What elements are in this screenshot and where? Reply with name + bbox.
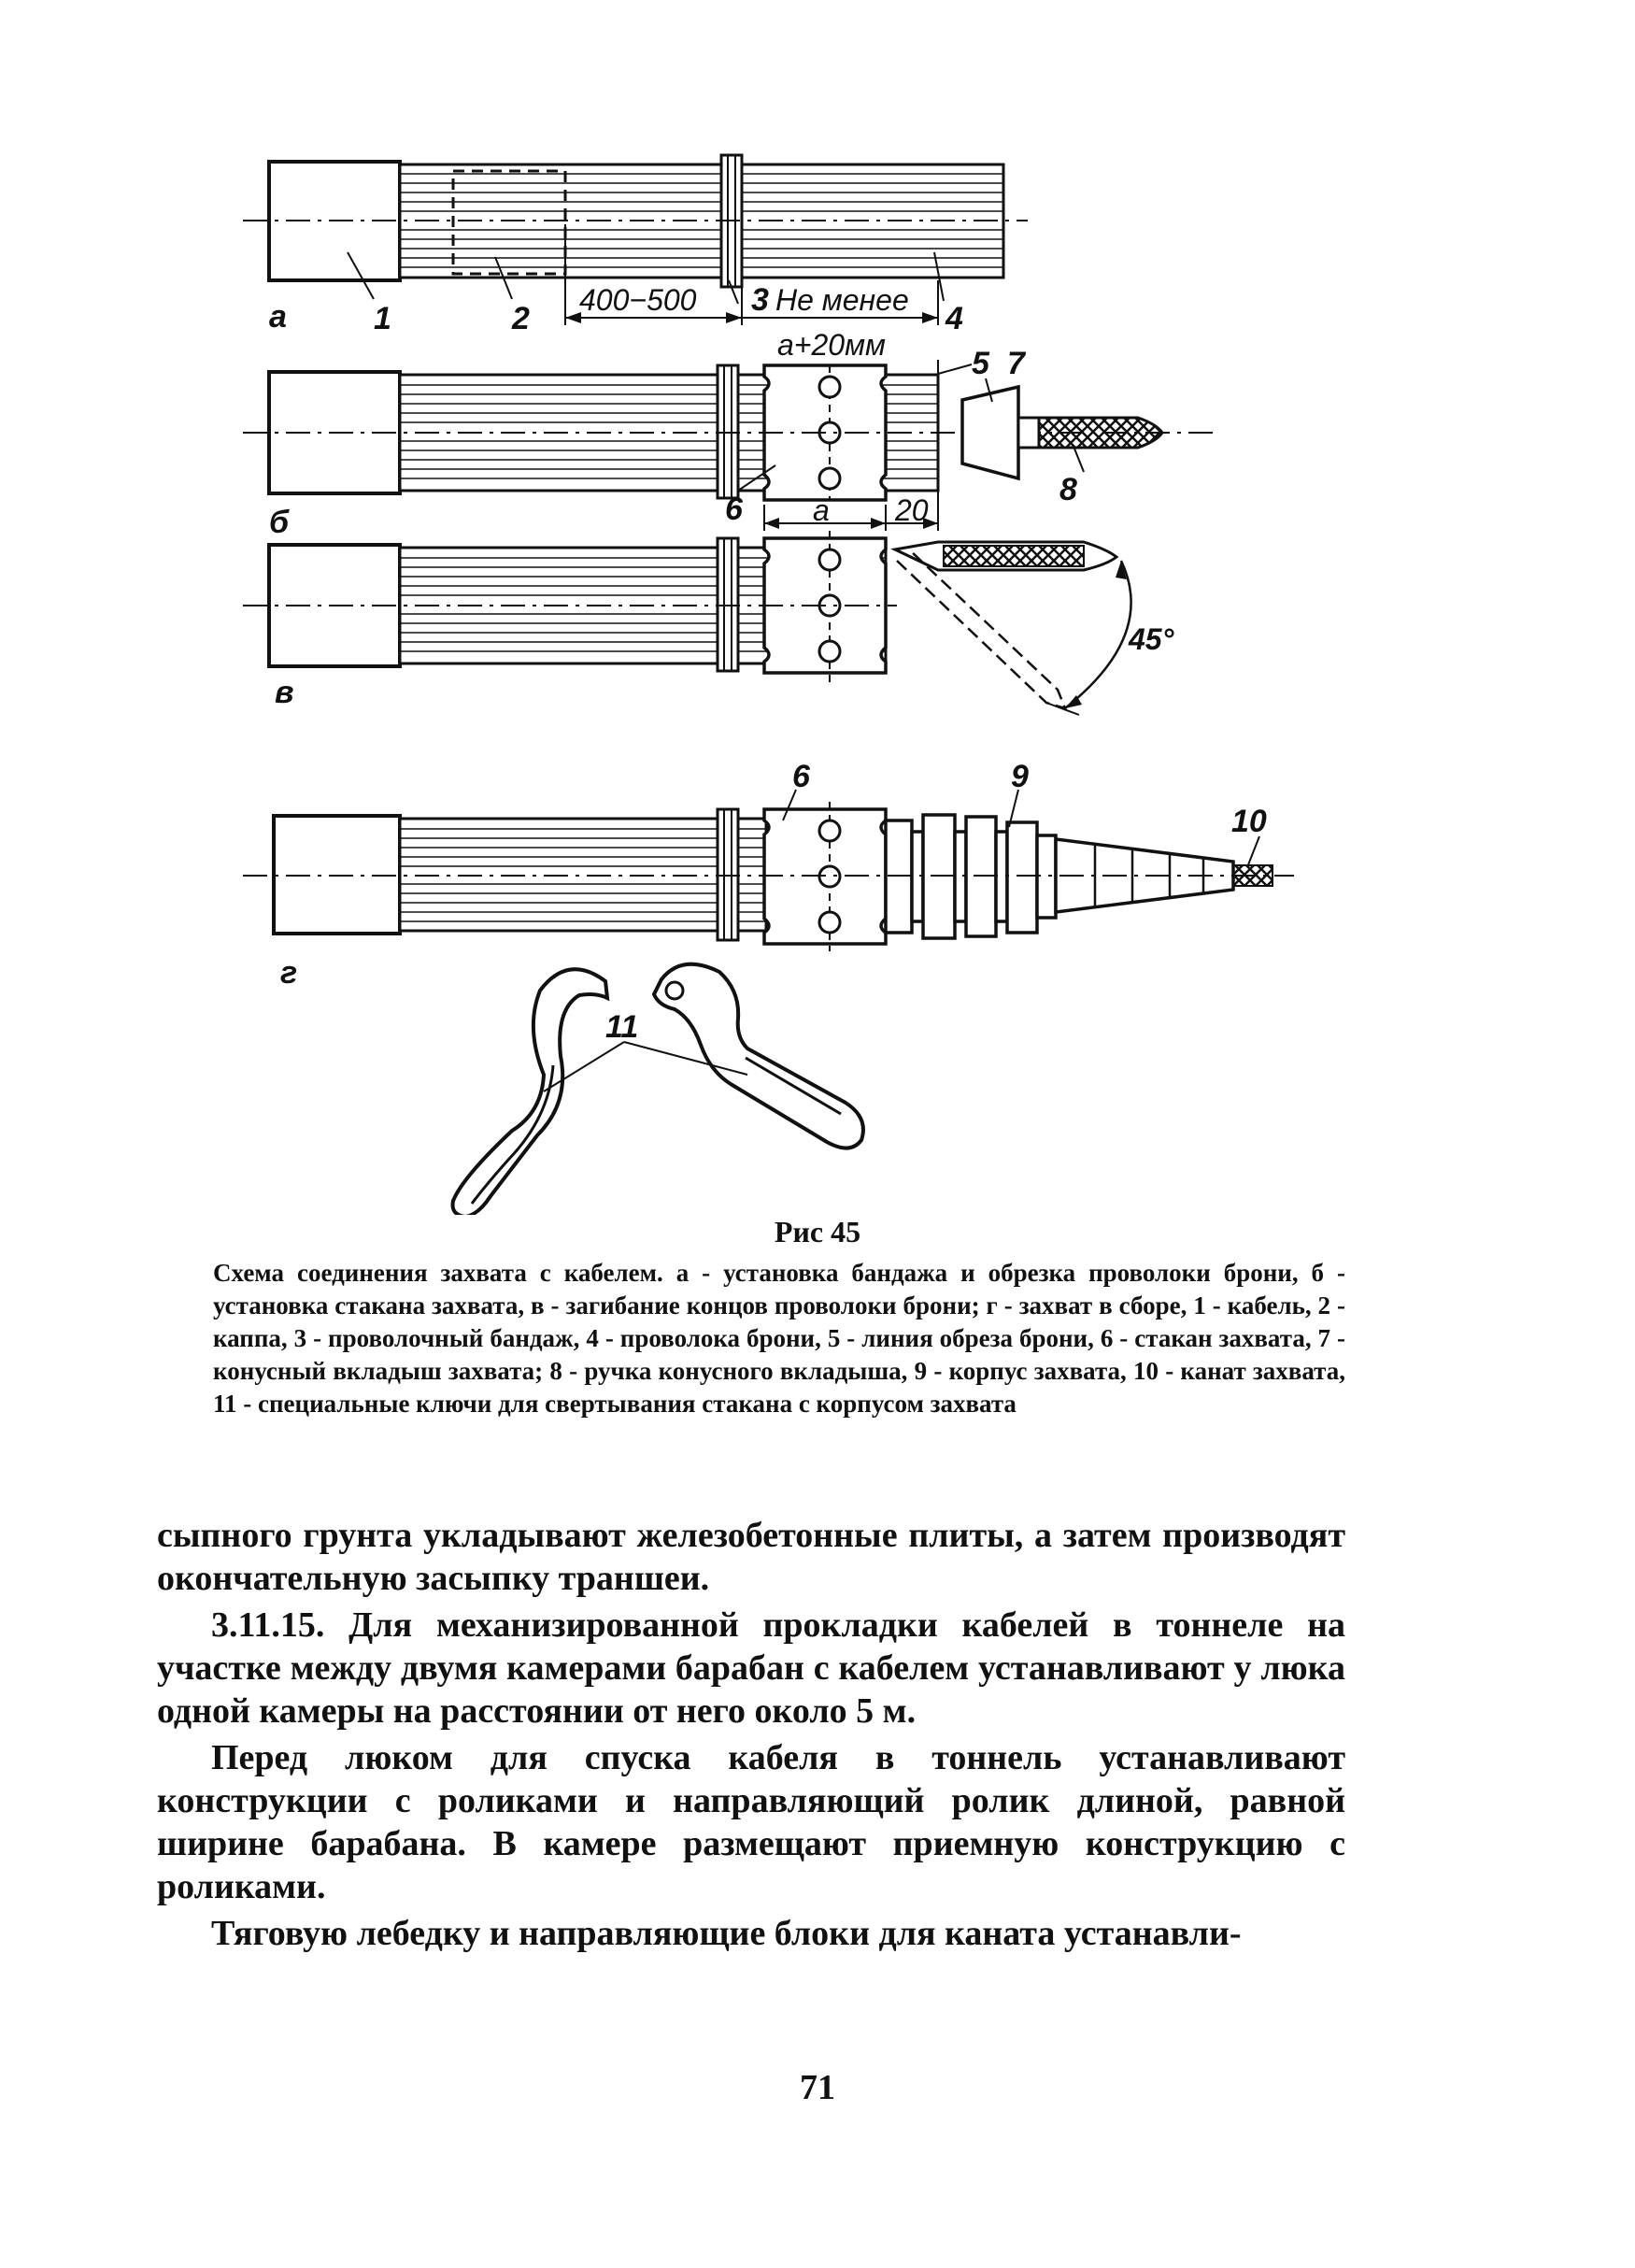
part-number-3: 3	[751, 282, 769, 318]
paragraph: Тяговую лебедку и направляющие блоки для каната устанавли-	[211, 1914, 1242, 1953]
row-label-a: а	[269, 299, 287, 335]
paragraph: 3.11.15. Для механизированной прокладки кабелей в тоннеле на участке между двумя камерами барабан с кабелем устанавливают у люка одной камеры на расстоянии от него около 5 м.	[157, 1605, 1345, 1731]
paragraph: Перед люком для спуска кабеля в тоннель устанавливают конструкции с роликами и направляющий ролик длиной, равной ширине барабана. В камере размещают приемную конструкцию с роликами.	[157, 1738, 1345, 1906]
figure-caption: Схема соединения захвата с кабелем. а - установка бандажа и обрезка проволоки брони, б - установка стакана захвата, в - загибание концов проволоки брони; г - захват в сборе, 1 - кабель, 2 - каппа, 3 - проволочный бандаж, 4 - проволока брони, 5 - линия обреза брони, 6 - стакан захвата, 7 - конусный вкладыш захвата; 8 - ручка конусного вкладыша, 9 - корпус захвата, 10 - канат захвата, 11 - специальные ключи для свертывания стакана с корпусом захвата	[213, 1259, 1345, 1418]
angle-45: 45°	[1129, 622, 1174, 656]
part-number-10: 10	[1231, 804, 1267, 839]
row-label-g: г	[280, 955, 298, 991]
diagram-v	[243, 531, 1174, 715]
part-number-11: 11	[605, 1009, 639, 1045]
paragraph: сыпного грунта укладывают железобетонные плиты, а затем производят окончательную засыпку траншеи.	[157, 1516, 1345, 1598]
dimension-not-less: Не менее	[775, 283, 909, 317]
body-text	[157, 1514, 1345, 1959]
diagram-b	[243, 346, 1215, 540]
row-label-b: б	[269, 505, 290, 540]
row-label-v: в	[275, 675, 294, 710]
dimension-20: 20	[895, 493, 929, 527]
part-number-1: 1	[374, 301, 391, 336]
part-number-7: 7	[1007, 346, 1025, 381]
part-number-8: 8	[1059, 472, 1077, 507]
dimension-a-plus-20mm: а+20мм	[777, 328, 886, 362]
dimension-400-500: 400−500	[579, 283, 697, 317]
part-number-9: 9	[1011, 759, 1029, 794]
diagram-g	[243, 759, 1294, 991]
page-number: 71	[800, 2068, 835, 2107]
dimension-a: а	[813, 493, 830, 527]
part-number-6: 6	[792, 759, 810, 794]
part-number-2: 2	[512, 301, 530, 336]
key-right	[654, 964, 863, 1148]
cone-insert	[962, 387, 1018, 478]
diagram-a	[243, 155, 1028, 362]
figure-title: Рис 45	[774, 1215, 861, 1248]
key-left	[453, 969, 607, 1215]
armor-wires	[400, 819, 766, 931]
special-keys	[453, 964, 863, 1215]
part-number-5: 5	[972, 346, 989, 381]
part-number-6: 6	[725, 492, 743, 527]
insert-handle	[1039, 418, 1162, 448]
part-number-4: 4	[945, 301, 963, 336]
